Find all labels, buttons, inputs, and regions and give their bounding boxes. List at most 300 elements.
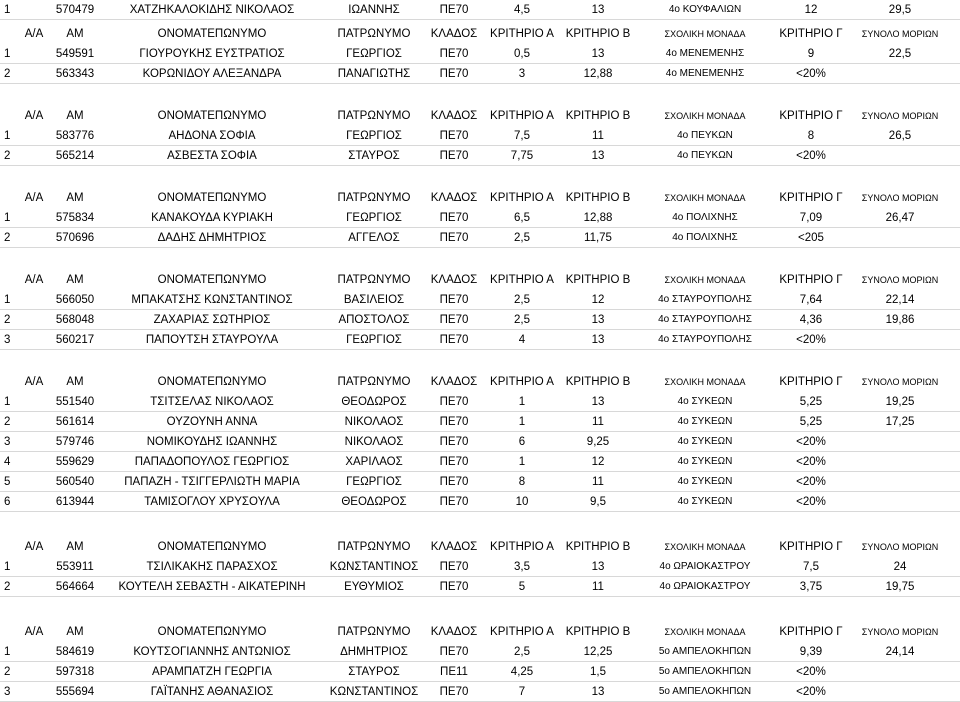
- header-critA: ΚΡΙΤΗΡΙΟ Α: [490, 28, 554, 40]
- cell-am: 583776: [55, 130, 95, 142]
- cell-aa: 6: [4, 496, 11, 508]
- cell-critB: 11,75: [584, 232, 612, 244]
- cell-father: ΝΙΚΟΛΑΟΣ: [344, 416, 404, 428]
- cell-name: ΖΑΧΑΡΙΑΣ ΣΩΤΗΡΙΟΣ: [153, 314, 271, 326]
- cell-total: [842, 492, 958, 512]
- header-aa: Α/Α: [24, 192, 44, 204]
- cell-critA: 7,5: [514, 130, 530, 142]
- table-row: [0, 577, 960, 597]
- table-row: [0, 662, 960, 682]
- cell-aa: 3: [4, 686, 11, 698]
- table-row: [0, 557, 960, 577]
- header-critA: ΚΡΙΤΗΡΙΟ Α: [490, 192, 554, 204]
- cell-branch: ΠΕ70: [439, 314, 469, 326]
- cell-total: [842, 228, 958, 248]
- cell-critA: 4: [518, 334, 526, 346]
- cell-am: 597318: [55, 666, 95, 678]
- cell-school: 4ο ΩΡΑΙΟΚΑΣΤΡΟΥ: [659, 581, 751, 592]
- cell-am: 561614: [55, 416, 95, 428]
- cell-am: 613944: [55, 496, 95, 508]
- header-branch: ΚΛΑΔΟΣ: [430, 28, 478, 40]
- cell-am: 551540: [55, 396, 95, 408]
- cell-total: [842, 662, 958, 682]
- header-branch: ΚΛΑΔΟΣ: [430, 110, 478, 122]
- cell-critB: 12,88: [583, 68, 613, 80]
- cell-critB: 11: [592, 581, 604, 593]
- cell-total: [842, 472, 958, 492]
- header-school: ΣΧΟΛΙΚΗ ΜΟΝΑΔΑ: [664, 29, 746, 39]
- header-school: ΣΧΟΛΙΚΗ ΜΟΝΑΔΑ: [664, 627, 746, 637]
- header-critA: ΚΡΙΤΗΡΙΟ Α: [490, 626, 554, 638]
- cell-branch: ΠΕ70: [439, 686, 469, 698]
- cell-branch: ΠΕ70: [439, 130, 469, 142]
- cell-critC: 7,5: [803, 561, 819, 573]
- header-father: ΠΑΤΡΩΝΥΜΟ: [337, 541, 411, 553]
- cell-father: ΚΩΝΣΤΑΝΤΙΝΟΣ: [329, 686, 419, 698]
- cell-critA: 2,5: [514, 646, 530, 658]
- cell-critA: 6: [518, 436, 526, 448]
- cell-aa: 1: [4, 4, 11, 16]
- cell-branch: ΠΕ11: [440, 666, 468, 678]
- header-critB: ΚΡΙΤΗΡΙΟ Β: [565, 541, 631, 553]
- cell-branch: ΠΕ70: [439, 334, 469, 346]
- cell-aa: 2: [4, 232, 11, 244]
- cell-father: ΓΕΩΡΓΙΟΣ: [346, 476, 402, 488]
- cell-total: [842, 682, 958, 702]
- cell-total: 19,75: [885, 581, 915, 593]
- header-row: [0, 266, 960, 290]
- cell-aa: 1: [4, 294, 11, 306]
- header-total: ΣΥΝΟΛΟ ΜΟΡΙΩΝ: [861, 193, 939, 203]
- header-critC: ΚΡΙΤΗΡΙΟ Γ: [779, 28, 843, 40]
- cell-school: 4ο ΠΕΥΚΩΝ: [677, 130, 733, 141]
- cell-am: 568048: [55, 314, 95, 326]
- cell-school: 4ο ΣΤΑΥΡΟΥΠΟΛΗΣ: [658, 294, 752, 305]
- table-row: [0, 432, 960, 452]
- cell-critB: 11: [592, 130, 604, 142]
- cell-aa: 1: [4, 561, 11, 573]
- cell-critA: 5: [518, 581, 526, 593]
- cell-name: ΤΣΙΛΙΚΑΚΗΣ ΠΑΡΑΣΧΟΣ: [146, 561, 278, 573]
- cell-branch: ΠΕ70: [439, 68, 469, 80]
- cell-name: ΤΑΜΙΣΟΓΛΟΥ ΧΡΥΣΟΥΛΑ: [144, 496, 280, 508]
- cell-aa: 3: [4, 436, 11, 448]
- cell-critA: 3,5: [514, 561, 530, 573]
- cell-critB: 13: [591, 334, 605, 346]
- cell-school: 4ο ΚΟΥΦΑΛΙΩΝ: [668, 4, 742, 15]
- cell-branch: ΠΕ70: [439, 561, 469, 573]
- header-critB: ΚΡΙΤΗΡΙΟ Β: [565, 376, 631, 388]
- cell-critB: 11: [592, 476, 604, 488]
- cell-critA: 4,25: [510, 666, 534, 678]
- cell-father: ΙΩΑΝΝΗΣ: [348, 4, 400, 16]
- cell-branch: ΠΕ70: [439, 496, 469, 508]
- cell-critA: 2,5: [514, 232, 530, 244]
- cell-father: ΚΩΝΣΤΑΝΤΙΝΟΣ: [329, 561, 419, 573]
- cell-aa: 1: [4, 130, 11, 142]
- cell-father: ΓΕΩΡΓΙΟΣ: [346, 130, 402, 142]
- header-row: [0, 368, 960, 392]
- table-row: [0, 310, 960, 330]
- cell-father: ΘΕΟΔΩΡΟΣ: [341, 396, 407, 408]
- cell-name: ΟΥΖΟΥΝΗ ΑΝΝΑ: [166, 416, 258, 428]
- table-row: [0, 412, 960, 432]
- cell-am: 559629: [55, 456, 95, 468]
- header-am: ΑΜ: [66, 626, 84, 638]
- cell-name: ΠΑΠΟΥΤΣΗ ΣΤΑΥΡΟΥΛΑ: [145, 334, 279, 346]
- cell-father: ΑΓΓΕΛΟΣ: [348, 232, 400, 244]
- table-row: [0, 290, 960, 310]
- cell-father: ΧΑΡΙΛΑΟΣ: [345, 456, 403, 468]
- cell-branch: ΠΕ70: [439, 150, 469, 162]
- cell-critC: <20%: [796, 456, 826, 468]
- cell-critC: 4,36: [799, 314, 823, 326]
- cell-father: ΣΤΑΥΡΟΣ: [348, 666, 400, 678]
- header-row: [0, 20, 960, 44]
- cell-total: [842, 330, 958, 350]
- cell-critB: 13: [591, 396, 605, 408]
- header-father: ΠΑΤΡΩΝΥΜΟ: [337, 28, 411, 40]
- cell-critA: 1: [518, 396, 526, 408]
- header-critC: ΚΡΙΤΗΡΙΟ Γ: [779, 274, 843, 286]
- header-branch: ΚΛΑΔΟΣ: [430, 541, 478, 553]
- cell-name: ΚΟΥΤΕΛΗ ΣΕΒΑΣΤΗ - ΑΙΚΑΤΕΡΙΝΗ: [118, 581, 306, 593]
- cell-total: [842, 432, 958, 452]
- header-name: ΟΝΟΜΑΤΕΠΩΝΥΜΟ: [157, 110, 267, 122]
- cell-branch: ΠΕ70: [439, 436, 469, 448]
- header-total: ΣΥΝΟΛΟ ΜΟΡΙΩΝ: [861, 275, 939, 285]
- cell-school: 5ο ΑΜΠΕΛΟΚΗΠΩΝ: [658, 666, 752, 677]
- cell-am: 579746: [55, 436, 95, 448]
- cell-father: ΝΙΚΟΛΑΟΣ: [344, 436, 404, 448]
- header-father: ΠΑΤΡΩΝΥΜΟ: [337, 376, 411, 388]
- cell-branch: ΠΕ70: [439, 212, 469, 224]
- cell-name: ΚΑΝΑΚΟΥΔΑ ΚΥΡΙΑΚΗ: [151, 212, 273, 224]
- header-aa: Α/Α: [24, 28, 44, 40]
- table-row: [0, 208, 960, 228]
- cell-critC: 3,75: [799, 581, 823, 593]
- cell-critC: <20%: [796, 666, 826, 678]
- cell-school: 4ο ΩΡΑΙΟΚΑΣΤΡΟΥ: [659, 561, 751, 572]
- header-total: ΣΥΝΟΛΟ ΜΟΡΙΩΝ: [861, 542, 939, 552]
- header-am: ΑΜ: [66, 110, 84, 122]
- cell-critC: 9: [807, 48, 815, 60]
- cell-school: 5ο ΑΜΠΕΛΟΚΗΠΩΝ: [658, 686, 752, 697]
- cell-critB: 1,5: [590, 666, 606, 678]
- cell-branch: ΠΕ70: [439, 416, 469, 428]
- cell-branch: ΠΕ70: [439, 4, 469, 16]
- cell-total: 24: [893, 561, 907, 573]
- header-critA: ΚΡΙΤΗΡΙΟ Α: [490, 110, 554, 122]
- header-name: ΟΝΟΜΑΤΕΠΩΝΥΜΟ: [157, 626, 267, 638]
- header-critC: ΚΡΙΤΗΡΙΟ Γ: [779, 376, 843, 388]
- cell-critC: 8: [807, 130, 815, 142]
- header-school: ΣΧΟΛΙΚΗ ΜΟΝΑΔΑ: [664, 542, 746, 552]
- cell-father: ΒΑΣΙΛΕΙΟΣ: [343, 294, 405, 306]
- header-name: ΟΝΟΜΑΤΕΠΩΝΥΜΟ: [157, 376, 267, 388]
- cell-aa: 2: [4, 666, 11, 678]
- header-aa: Α/Α: [24, 626, 44, 638]
- cell-aa: 1: [4, 48, 11, 60]
- cell-am: 584619: [55, 646, 95, 658]
- cell-critC: 5,25: [799, 416, 823, 428]
- header-critB: ΚΡΙΤΗΡΙΟ Β: [565, 274, 631, 286]
- header-branch: ΚΛΑΔΟΣ: [430, 274, 478, 286]
- table-row: [0, 392, 960, 412]
- header-critC: ΚΡΙΤΗΡΙΟ Γ: [779, 626, 843, 638]
- table-row: [0, 64, 960, 84]
- header-critC: ΚΡΙΤΗΡΙΟ Γ: [779, 110, 843, 122]
- cell-name: ΑΗΔΟΝΑ ΣΟΦΙΑ: [168, 130, 256, 142]
- header-row: [0, 184, 960, 208]
- cell-critA: 6,5: [514, 212, 530, 224]
- header-branch: ΚΛΑΔΟΣ: [430, 376, 478, 388]
- cell-critC: <20%: [796, 496, 826, 508]
- header-school: ΣΧΟΛΙΚΗ ΜΟΝΑΔΑ: [664, 275, 746, 285]
- cell-critC: 12: [804, 4, 818, 16]
- cell-critC: <20%: [796, 686, 826, 698]
- table-row: [0, 642, 960, 662]
- table-row: [0, 472, 960, 492]
- cell-critA: 7,75: [510, 150, 534, 162]
- cell-aa: 4: [4, 456, 11, 468]
- header-father: ΠΑΤΡΩΝΥΜΟ: [337, 274, 411, 286]
- header-critB: ΚΡΙΤΗΡΙΟ Β: [565, 192, 631, 204]
- header-total: ΣΥΝΟΛΟ ΜΟΡΙΩΝ: [861, 377, 939, 387]
- cell-total: 29,5: [888, 4, 912, 16]
- header-critC: ΚΡΙΤΗΡΙΟ Γ: [779, 541, 843, 553]
- cell-aa: 5: [4, 476, 11, 488]
- header-school: ΣΧΟΛΙΚΗ ΜΟΝΑΔΑ: [664, 377, 746, 387]
- cell-am: 549591: [55, 48, 95, 60]
- cell-am: 570479: [55, 4, 95, 16]
- header-total: ΣΥΝΟΛΟ ΜΟΡΙΩΝ: [861, 627, 939, 637]
- cell-school: 4ο ΣΥΚΕΩΝ: [677, 496, 733, 507]
- cell-father: ΠΑΝΑΓΙΩΤΗΣ: [337, 68, 411, 80]
- cell-am: 570696: [55, 232, 95, 244]
- cell-school: 4ο ΠΕΥΚΩΝ: [677, 150, 733, 161]
- cell-branch: ΠΕ70: [439, 48, 469, 60]
- header-school: ΣΧΟΛΙΚΗ ΜΟΝΑΔΑ: [664, 193, 746, 203]
- header-am: ΑΜ: [66, 274, 84, 286]
- cell-critA: 2,5: [514, 314, 530, 326]
- cell-aa: 2: [4, 68, 11, 80]
- cell-critB: 12: [591, 294, 605, 306]
- cell-critC: <20%: [796, 476, 826, 488]
- cell-school: 4ο ΣΥΚΕΩΝ: [677, 396, 733, 407]
- cell-am: 564664: [55, 581, 95, 593]
- cell-school: 4ο ΣΤΑΥΡΟΥΠΟΛΗΣ: [658, 334, 752, 345]
- cell-total: 19,25: [885, 396, 915, 408]
- cell-father: ΑΠΟΣΤΟΛΟΣ: [338, 314, 410, 326]
- cell-am: 565214: [55, 150, 95, 162]
- table-row: [0, 492, 960, 512]
- cell-branch: ΠΕ70: [439, 581, 469, 593]
- header-row: [0, 102, 960, 126]
- cell-aa: 2: [4, 314, 11, 326]
- header-critB: ΚΡΙΤΗΡΙΟ Β: [565, 110, 631, 122]
- cell-am: 560540: [55, 476, 95, 488]
- header-aa: Α/Α: [24, 110, 44, 122]
- cell-critB: 12,25: [583, 646, 613, 658]
- cell-branch: ΠΕ70: [439, 476, 469, 488]
- table-row: [0, 126, 960, 146]
- cell-am: 575834: [55, 212, 95, 224]
- cell-total: [842, 452, 958, 472]
- header-aa: Α/Α: [24, 274, 44, 286]
- cell-critB: 13: [591, 686, 605, 698]
- cell-school: 4ο ΠΟΛΙΧΝΗΣ: [672, 212, 738, 223]
- cell-total: 22,14: [885, 294, 915, 306]
- cell-school: 5ο ΑΜΠΕΛΟΚΗΠΩΝ: [658, 646, 752, 657]
- cell-critB: 12: [591, 456, 605, 468]
- cell-school: 4ο ΣΥΚΕΩΝ: [677, 456, 733, 467]
- cell-branch: ΠΕ70: [439, 232, 469, 244]
- cell-aa: 2: [4, 150, 11, 162]
- header-aa: Α/Α: [24, 376, 44, 388]
- cell-total: [842, 64, 958, 84]
- cell-critC: 7,09: [799, 212, 823, 224]
- cell-school: 4ο ΠΟΛΙΧΝΗΣ: [672, 232, 738, 243]
- header-father: ΠΑΤΡΩΝΥΜΟ: [337, 192, 411, 204]
- header-am: ΑΜ: [66, 541, 84, 553]
- cell-critB: 13: [591, 314, 605, 326]
- cell-critC: 5,25: [799, 396, 823, 408]
- cell-branch: ΠΕ70: [439, 294, 469, 306]
- header-critA: ΚΡΙΤΗΡΙΟ Α: [490, 541, 554, 553]
- header-critA: ΚΡΙΤΗΡΙΟ Α: [490, 274, 554, 286]
- cell-total: 22,5: [888, 48, 912, 60]
- cell-critA: 10: [515, 496, 529, 508]
- header-name: ΟΝΟΜΑΤΕΠΩΝΥΜΟ: [157, 192, 267, 204]
- header-critC: ΚΡΙΤΗΡΙΟ Γ: [779, 192, 843, 204]
- cell-father: ΕΥΘΥΜΙΟΣ: [344, 581, 404, 593]
- cell-name: ΑΡΑΜΠΑΤΖΗ ΓΕΩΡΓΙΑ: [152, 666, 272, 678]
- cell-name: ΤΣΙΤΣΕΛΑΣ ΝΙΚΟΛΑΟΣ: [150, 396, 274, 408]
- cell-critC: <205: [798, 232, 824, 244]
- cell-critA: 1: [518, 416, 526, 428]
- header-branch: ΚΛΑΔΟΣ: [430, 192, 478, 204]
- cell-aa: 1: [4, 212, 11, 224]
- cell-name: ΝΟΜΙΚΟΥΔΗΣ ΙΩΑΝΝΗΣ: [146, 436, 278, 448]
- cell-critB: 12,88: [583, 212, 613, 224]
- cell-father: ΘΕΟΔΩΡΟΣ: [341, 496, 407, 508]
- cell-school: 4ο ΜΕΝΕΜΕΝΗΣ: [665, 68, 745, 79]
- cell-name: ΠΑΠΑΔΟΠΟΥΛΟΣ ΓΕΩΡΓΙΟΣ: [134, 456, 290, 468]
- table-row: [0, 452, 960, 472]
- cell-critB: 13: [591, 4, 605, 16]
- cell-father: ΔΗΜΗΤΡΙΟΣ: [340, 646, 408, 658]
- header-critB: ΚΡΙΤΗΡΙΟ Β: [565, 28, 631, 40]
- header-row: [0, 533, 960, 557]
- cell-critA: 1: [518, 456, 526, 468]
- cell-name: ΚΟΥΤΣΟΓΙΑΝΝΗΣ ΑΝΤΩΝΙΟΣ: [133, 646, 291, 658]
- header-school: ΣΧΟΛΙΚΗ ΜΟΝΑΔΑ: [664, 111, 746, 121]
- cell-aa: 2: [4, 581, 11, 593]
- cell-father: ΣΤΑΥΡΟΣ: [348, 150, 400, 162]
- header-father: ΠΑΤΡΩΝΥΜΟ: [337, 626, 411, 638]
- cell-critA: 0,5: [514, 48, 530, 60]
- cell-school: 4ο ΜΕΝΕΜΕΝΗΣ: [665, 48, 745, 59]
- header-row: [0, 618, 960, 642]
- cell-critB: 11: [592, 416, 604, 428]
- cell-am: 566050: [55, 294, 95, 306]
- cell-branch: ΠΕ70: [439, 456, 469, 468]
- cell-name: ΔΑΔΗΣ ΔΗΜΗΤΡΙΟΣ: [157, 232, 267, 244]
- table-row: [0, 330, 960, 350]
- cell-critC: <20%: [796, 436, 826, 448]
- cell-critA: 3: [518, 68, 526, 80]
- cell-father: ΓΕΩΡΓΙΟΣ: [346, 334, 402, 346]
- table-row: [0, 44, 960, 64]
- cell-am: 560217: [55, 334, 95, 346]
- cell-critB: 13: [591, 561, 605, 573]
- cell-critC: <20%: [796, 150, 826, 162]
- cell-aa: 3: [4, 334, 11, 346]
- cell-critA: 2,5: [514, 294, 530, 306]
- cell-branch: ΠΕ70: [439, 646, 469, 658]
- cell-total: 19,86: [885, 314, 915, 326]
- header-am: ΑΜ: [66, 376, 84, 388]
- cell-name: ΑΣΒΕΣΤΑ ΣΟΦΙΑ: [167, 150, 257, 162]
- cell-critC: 9,39: [799, 646, 823, 658]
- header-total: ΣΥΝΟΛΟ ΜΟΡΙΩΝ: [861, 111, 939, 121]
- cell-name: ΓΙΟΥΡΟΥΚΗΣ ΕΥΣΤΡΑΤΙΟΣ: [139, 48, 285, 60]
- cell-critA: 7: [518, 686, 526, 698]
- cell-school: 4ο ΣΥΚΕΩΝ: [677, 476, 733, 487]
- cell-father: ΓΕΩΡΓΙΟΣ: [346, 212, 402, 224]
- cell-branch: ΠΕ70: [439, 396, 469, 408]
- cell-father: ΓΕΩΡΓΙΟΣ: [346, 48, 402, 60]
- cell-critC: <20%: [796, 334, 826, 346]
- cell-aa: 1: [4, 396, 11, 408]
- header-father: ΠΑΤΡΩΝΥΜΟ: [337, 110, 411, 122]
- cell-am: 563343: [55, 68, 95, 80]
- cell-name: ΚΟΡΩΝΙΔΟΥ ΑΛΕΞΑΝΔΡΑ: [142, 68, 282, 80]
- cell-critC: 7,64: [799, 294, 823, 306]
- cell-aa: 2: [4, 416, 11, 428]
- cell-name: ΠΑΠΑΖΗ - ΤΣΙΓΓΕΡΛΙΩΤΗ ΜΑΡΙΑ: [124, 476, 300, 488]
- cell-critB: 9,25: [586, 436, 610, 448]
- cell-school: 4ο ΣΤΑΥΡΟΥΠΟΛΗΣ: [658, 314, 752, 325]
- cell-critB: 13: [591, 150, 605, 162]
- cell-total: 24,14: [885, 646, 915, 658]
- cell-name: ΧΑΤΖΗΚΑΛΟΚΙΔΗΣ ΝΙΚΟΛΑΟΣ: [129, 4, 295, 16]
- header-critA: ΚΡΙΤΗΡΙΟ Α: [490, 376, 554, 388]
- cell-critB: 9,5: [590, 496, 606, 508]
- cell-critC: <20%: [796, 68, 826, 80]
- cell-critA: 8: [518, 476, 526, 488]
- cell-name: ΜΠΑΚΑΤΣΗΣ ΚΩΝΣΤΑΝΤΙΝΟΣ: [131, 294, 293, 306]
- cell-critB: 13: [591, 48, 605, 60]
- cell-name: ΓΑΪΤΑΝΗΣ ΑΘΑΝΑΣΙΟΣ: [150, 686, 274, 698]
- cell-am: 553911: [56, 561, 94, 573]
- cell-school: 4ο ΣΥΚΕΩΝ: [677, 436, 733, 447]
- cell-aa: 1: [4, 646, 11, 658]
- table-row: [0, 228, 960, 248]
- table-row: [0, 0, 960, 20]
- header-critB: ΚΡΙΤΗΡΙΟ Β: [565, 626, 631, 638]
- cell-total: 17,25: [885, 416, 915, 428]
- cell-total: [842, 146, 958, 166]
- table-row: [0, 682, 960, 702]
- header-total: ΣΥΝΟΛΟ ΜΟΡΙΩΝ: [861, 29, 939, 39]
- header-aa: Α/Α: [24, 541, 44, 553]
- cell-am: 555694: [55, 686, 95, 698]
- cell-school: 4ο ΣΥΚΕΩΝ: [677, 416, 733, 427]
- header-name: ΟΝΟΜΑΤΕΠΩΝΥΜΟ: [157, 274, 267, 286]
- header-name: ΟΝΟΜΑΤΕΠΩΝΥΜΟ: [157, 28, 267, 40]
